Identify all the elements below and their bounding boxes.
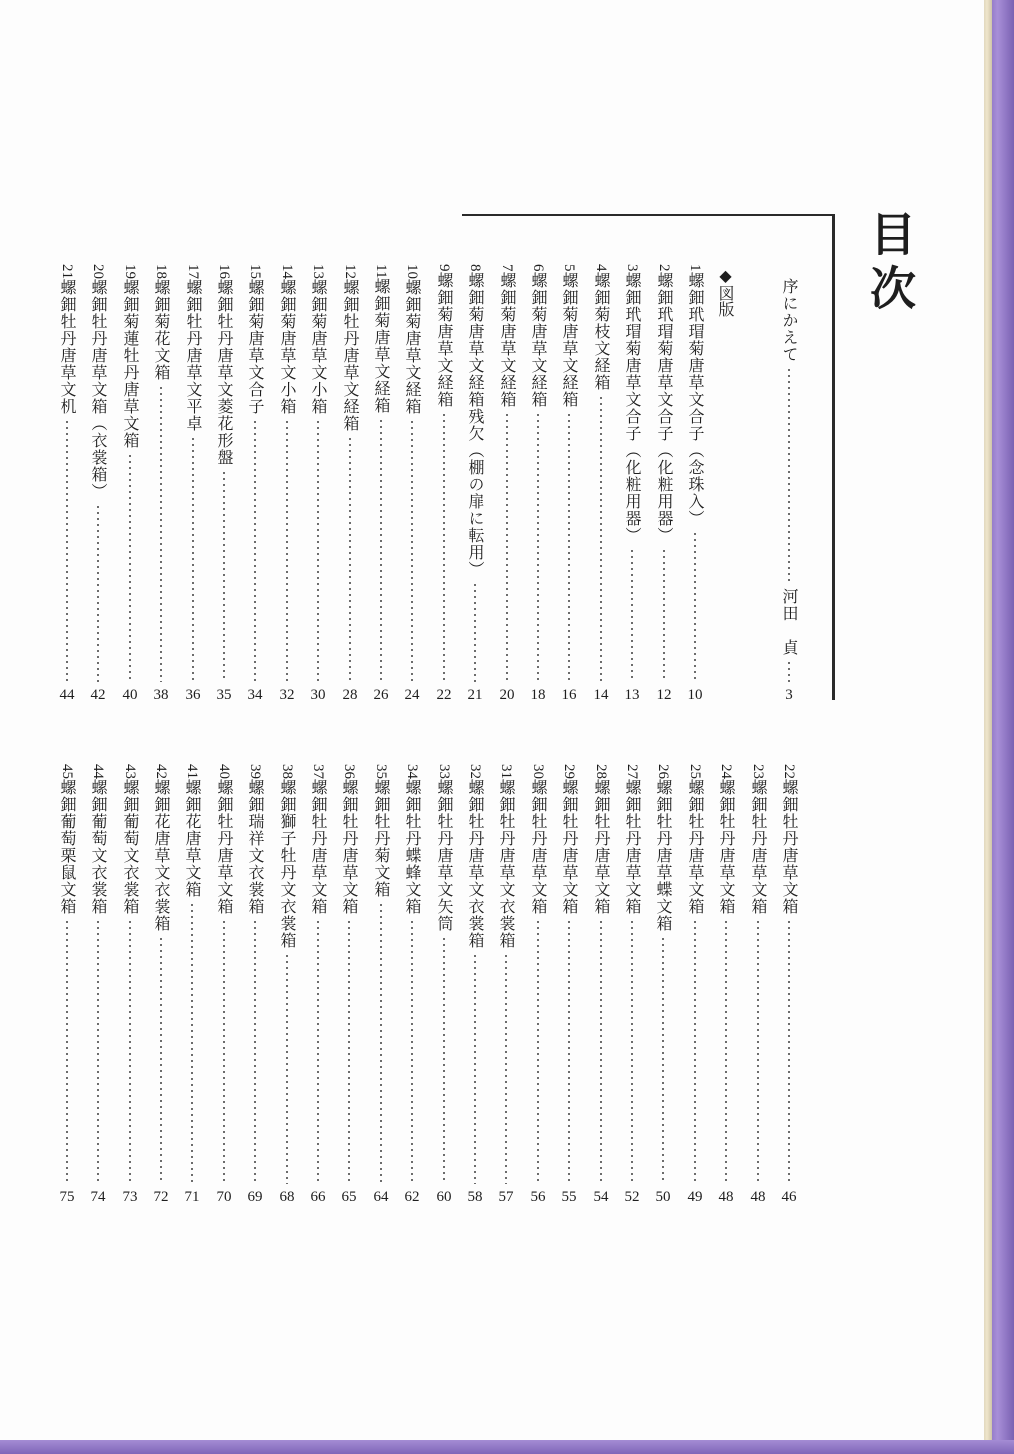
entry-page-number: 74 [90,1189,106,1205]
leader-dots [554,412,584,683]
toc-entry [177,764,207,1206]
entry-page-number: 30 [310,687,326,703]
entry-number: 10 [404,264,420,279]
leader-dots [209,919,239,1184]
leader-dots [52,919,82,1184]
preface-page: 3 [785,687,793,703]
entry-title: 螺鈿牡丹唐草文箱 [780,779,799,915]
entry-page-number: 64 [373,1189,389,1205]
entry-page-number: 73 [122,1189,138,1205]
entry-title: 螺鈿菊唐草文経箱 [372,278,391,415]
entry-title: 螺鈿牡丹唐草文箱 [309,779,328,915]
leader-dots [303,919,333,1184]
entry-title: 螺鈿花唐草文衣裳箱 [152,779,171,932]
leader-dots [680,531,710,683]
entry-page-number: 18 [530,687,546,703]
entry-number: 13 [310,264,326,279]
toc-entry [491,764,521,1206]
leader-dots [83,504,113,682]
entry-number: 31 [498,764,514,779]
entry-page-number: 68 [279,1189,295,1205]
entry-title: 螺鈿牡丹唐草文箱 [623,779,642,915]
entry-number: 25 [687,764,703,779]
leader-dots [429,412,459,683]
toc-entry [429,264,459,704]
toc-entry [366,764,396,1206]
toc-entry [178,264,208,704]
toc-entry [554,764,584,1206]
entry-number: 32 [467,764,483,779]
entry-number: 14 [279,264,295,279]
entry-title: 螺鈿牡丹唐草文箱 [749,779,768,915]
toc-entry [429,764,459,1206]
toc-entry [240,764,270,1206]
toc-entry [240,264,270,704]
toc-entry [648,764,678,1206]
entry-title: 螺鈿花唐草文箱 [183,779,202,898]
entry-title: 螺鈿牡丹唐草文衣裳箱 [466,779,485,949]
entry-title: 螺鈿牡丹唐草文衣裳箱 [497,779,516,949]
leader-dots [649,548,679,683]
entry-page-number: 62 [404,1189,420,1205]
leader-dots [240,919,270,1184]
entry-page-number: 28 [342,687,358,703]
toc-entry [711,764,741,1206]
toc-entry [83,264,113,704]
entry-number: 28 [593,764,609,779]
toc-entry [115,764,145,1206]
leader-dots [146,936,176,1184]
entry-page-number: 52 [624,1189,640,1205]
entry-title: 螺鈿牡丹唐草文矢筒 [435,779,454,932]
entry-number: 5 [561,264,577,272]
entry-page-number: 14 [593,687,609,703]
preface-entry [774,278,804,704]
entry-title: 螺鈿菊唐草文経箱 [498,271,517,408]
entry-number: 15 [247,264,263,279]
leader-dots [178,436,208,682]
entry-page-number: 72 [153,1189,169,1205]
entry-page-number: 42 [90,687,106,703]
toc-entry [523,764,553,1206]
entry-page-number: 21 [467,687,483,703]
entry-page-number: 24 [404,687,420,703]
entry-page-number: 57 [498,1189,514,1205]
entry-title: 螺鈿牡丹唐草文箱 [717,779,736,915]
toc-entry [335,264,365,704]
entry-title: 螺鈿牡丹唐草文平卓 [184,279,203,432]
entry-title: 螺鈿牡丹唐草文経箱 [341,279,360,432]
entry-page-number: 55 [561,1189,577,1205]
entry-number: 41 [184,764,200,779]
leader-dots [680,919,710,1184]
leader-dots [429,936,459,1184]
leader-dots [272,953,302,1184]
leader-dots [711,919,741,1184]
toc-entry [366,264,396,704]
toc-entry [52,264,82,704]
entry-number: 4 [593,264,609,272]
entry-page-number: 35 [216,687,232,703]
entry-title: 螺鈿牡丹唐草文箱（衣裳箱） [89,279,108,500]
entry-page-number: 22 [436,687,452,703]
leader-dots [115,919,145,1184]
entry-number: 35 [373,764,389,779]
leader-dots [303,419,333,682]
entry-number: 9 [436,264,452,272]
entry-number: 45 [59,764,75,779]
entry-title: 螺鈿牡丹唐草文箱 [529,779,548,915]
entry-number: 33 [436,764,452,779]
entry-number: 20 [90,264,106,279]
entry-number: 2 [656,264,672,272]
entry-number: 19 [122,264,138,279]
entry-page-number: 58 [467,1189,483,1205]
entry-title: 螺鈿瑞祥文衣裳箱 [246,779,265,915]
entry-title: 螺鈿菊枝文経箱 [592,271,611,391]
entry-number: 24 [718,764,734,779]
entry-number: 42 [153,764,169,779]
leader-dots [523,919,553,1184]
toc-entry [774,764,804,1206]
entry-number: 40 [216,764,232,779]
entry-page-number: 10 [687,687,703,703]
entry-number: 27 [624,764,640,779]
entry-title: 螺鈿菊唐草文経箱 [403,279,422,415]
leader-dots [586,919,616,1184]
entry-title: 螺鈿牡丹唐草文箱 [592,779,611,915]
toc-entry [649,264,679,704]
entry-title: 螺鈿玳瑁菊唐草文合子（化粧用器） [655,271,674,544]
entry-number: 6 [530,264,546,272]
toc-entry [272,264,302,704]
entry-title: 螺鈿菊唐草文小箱 [278,279,297,415]
toc-entry [586,264,616,704]
toc-entry [83,764,113,1206]
entry-number: 22 [781,764,797,779]
leader-dots [115,453,145,682]
entry-number: 36 [341,764,357,779]
toc-entry [52,764,82,1206]
entry-title: 螺鈿玳瑁菊唐草文合子（念珠入） [686,271,705,527]
leader-dots [648,936,678,1184]
entry-number: 44 [90,764,106,779]
entry-title: 螺鈿牡丹唐草蝶文箱 [654,779,673,932]
entry-number: 18 [153,264,169,279]
entry-page-number: 49 [687,1189,703,1205]
entry-title: 螺鈿菊唐草文合子 [246,279,265,415]
title-rule-vertical [832,214,835,700]
leader-dots [774,660,804,682]
entry-page-number: 70 [216,1189,232,1205]
entry-number: 37 [310,764,326,779]
toc-entry [397,264,427,704]
entry-title: 螺鈿菊唐草文小箱 [309,279,328,415]
leader-dots [460,582,490,683]
toc-entry [303,764,333,1206]
entry-title: 螺鈿玳瑁菊唐草文合子（化粧用器） [623,271,642,544]
toc-entry [617,764,647,1206]
title-rule-horizontal [462,214,834,216]
leader-dots [523,412,553,683]
entry-number: 23 [750,764,766,779]
leader-dots [209,470,239,682]
entry-title: 螺鈿菊花文箱 [152,279,171,381]
entry-title: 螺鈿牡丹唐草文箱 [340,779,359,915]
leader-dots [397,919,427,1184]
toc-entry [460,264,490,704]
toc-entry [743,764,773,1206]
entry-title: 螺鈿牡丹唐草文机 [58,279,77,415]
toc-entry [334,764,364,1206]
entry-title: 螺鈿牡丹唐草文箱 [686,779,705,915]
toc-entry [272,764,302,1206]
entry-page-number: 48 [718,1189,734,1205]
entry-number: 7 [499,264,515,272]
toc-entry [115,264,145,704]
leader-dots [52,419,82,682]
entry-number: 17 [185,264,201,279]
entry-page-number: 38 [153,687,169,703]
page-title: 目次 [863,210,917,318]
entry-page-number: 65 [341,1189,357,1205]
toc-entry [209,264,239,704]
entry-page-number: 50 [655,1189,671,1205]
leader-dots [774,367,804,584]
toc-entry [209,764,239,1206]
entry-number: 3 [624,264,640,272]
entry-number: 26 [655,764,671,779]
toc-entry [146,264,176,704]
leader-dots [366,418,396,682]
entry-number: 34 [404,764,420,779]
entry-page-number: 32 [279,687,295,703]
leader-dots [617,919,647,1184]
leader-dots [366,902,396,1184]
leader-dots [240,419,270,682]
entry-page-number: 69 [247,1189,263,1205]
entry-page-number: 66 [310,1189,326,1205]
entry-page-number: 20 [499,687,515,703]
leader-dots [397,419,427,682]
entry-page-number: 71 [184,1189,200,1205]
entry-number: 39 [247,764,263,779]
toc-entry [460,764,490,1206]
entry-page-number: 40 [122,687,138,703]
toc-entry [303,264,333,704]
preface-author: 河田 貞 [780,588,799,656]
leader-dots [743,919,773,1184]
entry-title: 螺鈿獅子牡丹文衣裳箱 [278,779,297,949]
entry-page-number: 13 [624,687,640,703]
entry-title: 螺鈿牡丹唐草文箱 [560,779,579,915]
entry-page-number: 36 [185,687,201,703]
leader-dots [334,919,364,1184]
leader-dots [586,395,616,683]
toc-entry [680,264,710,704]
entry-title: 螺鈿牡丹菊文箱 [372,779,391,898]
section-heading-plates: ◆図版 [716,266,735,317]
leader-dots [491,953,521,1184]
entry-page-number: 26 [373,687,389,703]
entry-number: 16 [216,264,232,279]
leader-dots [177,902,207,1184]
entry-number: 29 [561,764,577,779]
entry-title: 螺鈿牡丹唐草文菱花形盤 [215,279,234,466]
entry-title: 螺鈿牡丹蝶蜂文箱 [403,779,422,915]
leader-dots [617,548,647,683]
entry-title: 螺鈿葡萄文衣裳箱 [89,779,108,915]
entry-number: 8 [467,264,483,272]
entry-title: 螺鈿牡丹唐草文箱 [215,779,234,915]
entry-title: 螺鈿菊唐草文経箱残欠（棚の扉に転用） [466,271,485,578]
toc-entry [492,264,522,704]
toc-entry [617,264,647,704]
entry-page-number: 54 [593,1189,609,1205]
entry-page-number: 75 [59,1189,75,1205]
toc-entry [523,264,553,704]
entry-title: 螺鈿菊唐草文経箱 [435,271,454,408]
toc-entry [554,264,584,704]
entry-page-number: 34 [247,687,263,703]
entry-page-number: 60 [436,1189,452,1205]
entry-number: 12 [342,264,358,279]
entry-number: 38 [279,764,295,779]
toc-entry [397,764,427,1206]
leader-dots [554,919,584,1184]
toc-entry [680,764,710,1206]
leader-dots [460,953,490,1184]
entry-number: 11 [373,264,389,279]
leader-dots [335,436,365,682]
entry-page-number: 12 [656,687,672,703]
entry-page-number: 48 [750,1189,766,1205]
entry-page-number: 44 [59,687,75,703]
toc-entry [586,764,616,1206]
entry-page-number: 56 [530,1189,546,1205]
book-cover-bottom [0,1440,1014,1454]
entry-title: 螺鈿葡萄文衣裳箱 [121,779,140,915]
preface-label: 序にかえて [780,278,799,363]
entry-title: 螺鈿菊蓮牡丹唐草文箱 [121,279,140,449]
entry-number: 1 [687,264,703,272]
entry-page-number: 46 [781,1189,797,1205]
entry-number: 30 [530,764,546,779]
toc-entry [146,764,176,1206]
entry-title: 螺鈿葡萄栗鼠文箱 [58,779,77,915]
leader-dots [146,385,176,682]
leader-dots [492,412,522,683]
entry-number: 21 [59,264,75,279]
entry-number: 43 [122,764,138,779]
entry-title: 螺鈿菊唐草文経箱 [529,271,548,408]
entry-page-number: 16 [561,687,577,703]
leader-dots [272,419,302,682]
entry-title: 螺鈿菊唐草文経箱 [560,271,579,408]
leader-dots [83,919,113,1184]
leader-dots [774,919,804,1184]
